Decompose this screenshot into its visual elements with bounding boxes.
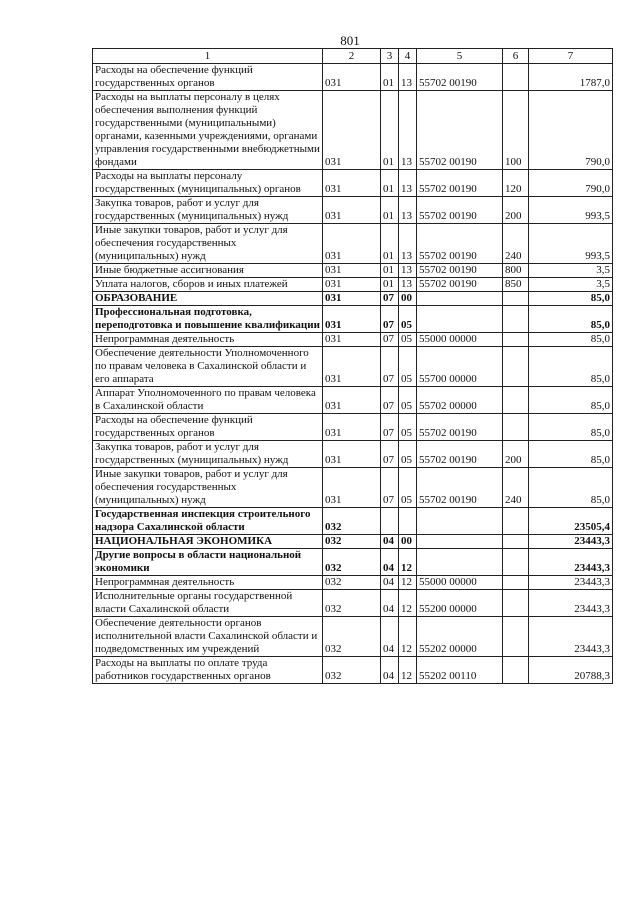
admin-code-cell: 031 (323, 224, 381, 264)
table-row (93, 576, 613, 590)
table-row (93, 264, 613, 278)
header-cell: 6 (503, 49, 529, 64)
section-code-cell: 04 (381, 657, 399, 684)
row-description-cell: Профессиональная подготовка, переподготовка и повышение квалификации (93, 306, 323, 333)
target-article-cell (417, 292, 503, 306)
expense-type-cell (503, 64, 529, 91)
subsection-code-cell: 13 (399, 170, 417, 197)
admin-code-cell: 032 (323, 508, 381, 535)
subsection-code-cell: 13 (399, 64, 417, 91)
table-row (93, 197, 613, 224)
section-code-cell: 04 (381, 535, 399, 549)
header-cell: 3 (381, 49, 399, 64)
header-cell: 1 (93, 49, 323, 64)
admin-code-cell: 032 (323, 535, 381, 549)
amount-cell: 23443,3 (529, 549, 613, 576)
admin-code-cell: 031 (323, 468, 381, 508)
admin-code-cell: 031 (323, 197, 381, 224)
table-row (93, 441, 613, 468)
subsection-code-cell: 05 (399, 387, 417, 414)
amount-cell: 23443,3 (529, 535, 613, 549)
row-description-cell: ОБРАЗОВАНИЕ (93, 292, 323, 306)
expense-type-cell: 240 (503, 224, 529, 264)
row-description-cell: НАЦИОНАЛЬНАЯ ЭКОНОМИКА (93, 535, 323, 549)
target-article-cell (417, 549, 503, 576)
target-article-cell: 55702 00190 (417, 197, 503, 224)
row-description-cell: Закупка товаров, работ и услуг для государственных (муниципальных) нужд (93, 197, 323, 224)
target-article-cell: 55702 00190 (417, 441, 503, 468)
row-description-cell: Иные бюджетные ассигнования (93, 264, 323, 278)
section-code-cell: 01 (381, 91, 399, 170)
expense-type-cell (503, 535, 529, 549)
page-number: 801 (340, 33, 360, 48)
subsection-code-cell: 00 (399, 292, 417, 306)
table-row (93, 224, 613, 264)
amount-cell: 23505,4 (529, 508, 613, 535)
row-description-cell: Расходы на выплаты по оплате труда работников государственных органов (93, 657, 323, 684)
row-description-cell: Расходы на выплаты персоналу в целях обеспечения выполнения функций государственными (муниципальными) органами, казенными учреждениями, органами управления государственными внебюджетными фондами (93, 91, 323, 170)
table-row (93, 64, 613, 91)
section-code-cell: 07 (381, 468, 399, 508)
section-code-cell: 01 (381, 264, 399, 278)
table-row (93, 292, 613, 306)
row-description-cell: Обеспечение деятельности Уполномоченного по правам человека в Сахалинской области и его аппарата (93, 347, 323, 387)
table-row (93, 414, 613, 441)
expense-type-cell (503, 590, 529, 617)
subsection-code-cell (399, 508, 417, 535)
table-row (93, 170, 613, 197)
section-code-cell: 07 (381, 333, 399, 347)
expense-type-cell: 800 (503, 264, 529, 278)
table-row (93, 306, 613, 333)
table-row (93, 278, 613, 292)
subsection-code-cell: 13 (399, 224, 417, 264)
admin-code-cell: 032 (323, 576, 381, 590)
subsection-code-cell: 05 (399, 468, 417, 508)
subsection-code-cell: 05 (399, 333, 417, 347)
subsection-code-cell: 05 (399, 347, 417, 387)
amount-cell: 85,0 (529, 306, 613, 333)
section-code-cell: 04 (381, 576, 399, 590)
section-code-cell (381, 508, 399, 535)
header-cell: 5 (417, 49, 503, 64)
section-code-cell: 07 (381, 387, 399, 414)
row-description-cell: Другие вопросы в области национальной экономики (93, 549, 323, 576)
amount-cell: 20788,3 (529, 657, 613, 684)
amount-cell: 993,5 (529, 197, 613, 224)
expense-type-cell: 100 (503, 91, 529, 170)
admin-code-cell: 032 (323, 549, 381, 576)
subsection-code-cell: 05 (399, 306, 417, 333)
amount-cell: 23443,3 (529, 590, 613, 617)
admin-code-cell: 031 (323, 347, 381, 387)
section-code-cell: 07 (381, 414, 399, 441)
amount-cell: 85,0 (529, 441, 613, 468)
table-row (93, 590, 613, 617)
expense-type-cell (503, 387, 529, 414)
expense-type-cell (503, 414, 529, 441)
table-row (93, 508, 613, 535)
table-row (93, 387, 613, 414)
target-article-cell: 55702 00190 (417, 64, 503, 91)
row-description-cell: Иные закупки товаров, работ и услуг для обеспечения государственных (муниципальных) нужд (93, 468, 323, 508)
expense-type-cell (503, 549, 529, 576)
subsection-code-cell: 13 (399, 197, 417, 224)
row-description-cell: Расходы на обеспечение функций государственных органов (93, 64, 323, 91)
subsection-code-cell: 12 (399, 657, 417, 684)
target-article-cell: 55702 00190 (417, 91, 503, 170)
table-row (93, 657, 613, 684)
section-code-cell: 04 (381, 549, 399, 576)
section-code-cell: 01 (381, 224, 399, 264)
target-article-cell: 55702 00190 (417, 170, 503, 197)
target-article-cell: 55702 00190 (417, 414, 503, 441)
section-code-cell: 07 (381, 292, 399, 306)
expense-type-cell: 200 (503, 441, 529, 468)
header-cell: 2 (323, 49, 381, 64)
amount-cell: 85,0 (529, 414, 613, 441)
row-description-cell: Непрограммная деятельность (93, 576, 323, 590)
admin-code-cell: 031 (323, 387, 381, 414)
row-description-cell: Непрограммная деятельность (93, 333, 323, 347)
subsection-code-cell: 05 (399, 414, 417, 441)
subsection-code-cell: 13 (399, 264, 417, 278)
table-row (93, 468, 613, 508)
admin-code-cell: 031 (323, 414, 381, 441)
admin-code-cell: 031 (323, 170, 381, 197)
subsection-code-cell: 12 (399, 617, 417, 657)
admin-code-cell: 032 (323, 590, 381, 617)
header-cell: 4 (399, 49, 417, 64)
subsection-code-cell: 13 (399, 91, 417, 170)
expense-type-cell (503, 508, 529, 535)
header-cell: 7 (529, 49, 613, 64)
expense-type-cell (503, 576, 529, 590)
target-article-cell: 55702 00190 (417, 278, 503, 292)
amount-cell: 790,0 (529, 170, 613, 197)
amount-cell: 3,5 (529, 278, 613, 292)
expense-type-cell (503, 306, 529, 333)
admin-code-cell: 032 (323, 617, 381, 657)
section-code-cell: 07 (381, 441, 399, 468)
table-row (93, 617, 613, 657)
admin-code-cell: 031 (323, 306, 381, 333)
table-row (93, 91, 613, 170)
amount-cell: 85,0 (529, 292, 613, 306)
section-code-cell: 01 (381, 197, 399, 224)
amount-cell: 85,0 (529, 333, 613, 347)
section-code-cell: 07 (381, 306, 399, 333)
amount-cell: 1787,0 (529, 64, 613, 91)
table-row (93, 333, 613, 347)
row-description-cell: Расходы на обеспечение функций государственных органов (93, 414, 323, 441)
subsection-code-cell: 05 (399, 441, 417, 468)
amount-cell: 790,0 (529, 91, 613, 170)
target-article-cell (417, 306, 503, 333)
target-article-cell: 55702 00190 (417, 264, 503, 278)
target-article-cell (417, 508, 503, 535)
budget-table (92, 48, 613, 684)
subsection-code-cell: 12 (399, 576, 417, 590)
expense-type-cell (503, 333, 529, 347)
amount-cell: 85,0 (529, 347, 613, 387)
target-article-cell: 55700 00000 (417, 347, 503, 387)
admin-code-cell: 031 (323, 64, 381, 91)
row-description-cell: Аппарат Уполномоченного по правам человека в Сахалинской области (93, 387, 323, 414)
admin-code-cell: 031 (323, 441, 381, 468)
admin-code-cell: 031 (323, 91, 381, 170)
expense-type-cell: 200 (503, 197, 529, 224)
subsection-code-cell: 00 (399, 535, 417, 549)
subsection-code-cell: 12 (399, 549, 417, 576)
admin-code-cell: 031 (323, 264, 381, 278)
expense-type-cell: 120 (503, 170, 529, 197)
target-article-cell: 55202 00110 (417, 657, 503, 684)
admin-code-cell: 032 (323, 657, 381, 684)
expense-type-cell (503, 292, 529, 306)
expense-type-cell: 850 (503, 278, 529, 292)
row-description-cell: Закупка товаров, работ и услуг для государственных (муниципальных) нужд (93, 441, 323, 468)
table-row (93, 535, 613, 549)
amount-cell: 3,5 (529, 264, 613, 278)
row-description-cell: Иные закупки товаров, работ и услуг для обеспечения государственных (муниципальных) нужд (93, 224, 323, 264)
table-row (93, 549, 613, 576)
table-row (93, 347, 613, 387)
target-article-cell: 55702 00190 (417, 468, 503, 508)
section-code-cell: 07 (381, 347, 399, 387)
admin-code-cell: 031 (323, 292, 381, 306)
subsection-code-cell: 12 (399, 590, 417, 617)
admin-code-cell: 031 (323, 278, 381, 292)
section-code-cell: 01 (381, 64, 399, 91)
section-code-cell: 01 (381, 278, 399, 292)
target-article-cell: 55200 00000 (417, 590, 503, 617)
expense-type-cell (503, 657, 529, 684)
row-description-cell: Уплата налогов, сборов и иных платежей (93, 278, 323, 292)
target-article-cell: 55702 00190 (417, 224, 503, 264)
amount-cell: 85,0 (529, 468, 613, 508)
row-description-cell: Расходы на выплаты персоналу государственных (муниципальных) органов (93, 170, 323, 197)
row-description-cell: Исполнительные органы государственной власти Сахалинской области (93, 590, 323, 617)
target-article-cell (417, 535, 503, 549)
table-header-row (93, 49, 613, 64)
amount-cell: 23443,3 (529, 576, 613, 590)
expense-type-cell (503, 617, 529, 657)
amount-cell: 23443,3 (529, 617, 613, 657)
target-article-cell: 55702 00000 (417, 387, 503, 414)
section-code-cell: 04 (381, 590, 399, 617)
row-description-cell: Обеспечение деятельности органов исполнительной власти Сахалинской области и подведомственных им учреждений (93, 617, 323, 657)
amount-cell: 85,0 (529, 387, 613, 414)
target-article-cell: 55000 00000 (417, 333, 503, 347)
expense-type-cell (503, 347, 529, 387)
target-article-cell: 55202 00000 (417, 617, 503, 657)
subsection-code-cell: 13 (399, 278, 417, 292)
section-code-cell: 04 (381, 617, 399, 657)
row-description-cell: Государственная инспекция строительного надзора Сахалинской области (93, 508, 323, 535)
admin-code-cell: 031 (323, 333, 381, 347)
target-article-cell: 55000 00000 (417, 576, 503, 590)
expense-type-cell: 240 (503, 468, 529, 508)
section-code-cell: 01 (381, 170, 399, 197)
amount-cell: 993,5 (529, 224, 613, 264)
